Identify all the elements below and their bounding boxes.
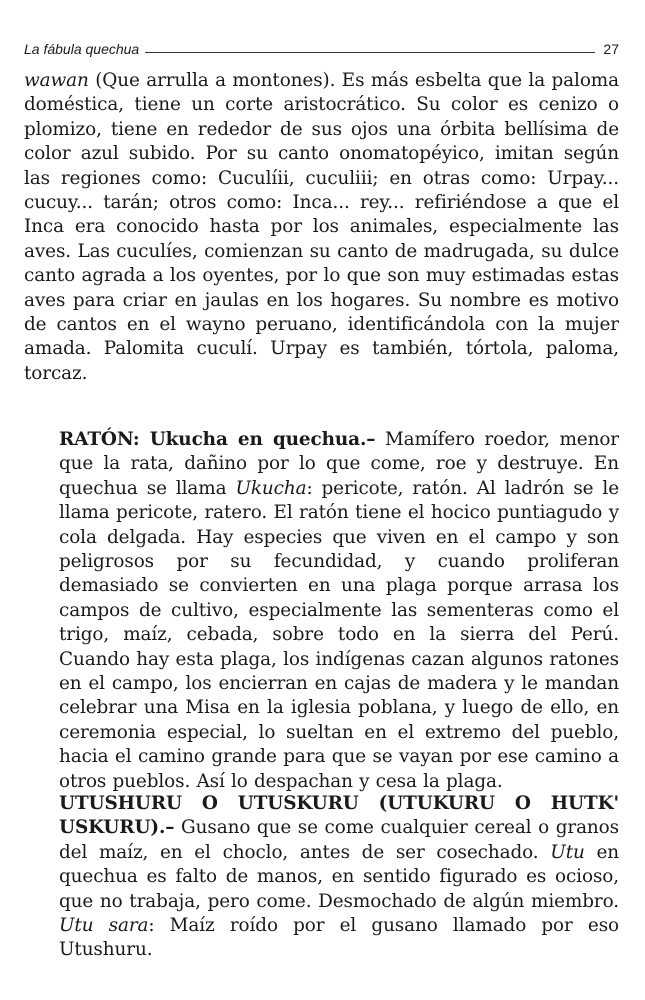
paragraph-text: Gusano que se come cualquier cereal o granos del maíz, en el choclo, antes de ser cosechado. — [59, 817, 619, 863]
paragraph-raton — [24, 428, 619, 794]
running-title: La fábula quechua — [24, 41, 140, 57]
paragraph-text: : Maíz roído por el gusano llamado por eso Utushuru. — [59, 915, 620, 961]
paragraph-text: Mamífero roedor, menor que la rata, dañino por lo que come, roe y destruye. En quechua se llama — [59, 429, 619, 499]
paragraph-text: : pericote, ratón. Al ladrón se le llama pericote, ratero. El ratón tiene el hocico puntiagudo y cola delgada. Hay especies que viven en el campo y son peligrosos por su fecundidad, y cuando proliferan demasiado se convierten en una plaga porque arrasa los campos de cultivo, especialmente las sementeras como el trigo, maíz, cebada, sobre todo en la sierra del Perú. Cuando hay esta plaga, los indígenas cazan algunos ratones en el campo, los encierran en cajas de madera y le mandan celebrar una Misa en la iglesia poblana, y luego de ello, en ceremonia especial, lo sueltan en el extremo del pueblo, hacia el camino grande para que se vayan por ese camino a otros pueblos. Así lo despachan y cesa la plaga. — [59, 477, 619, 792]
entry-heading-utushuru: UTUSHURU O UTUSKURU (UTUKURU O HUTK' USKURU).– — [59, 793, 619, 839]
paragraph-text: en quechua es falto de manos, en sentido figurado es ocioso, que no trabaja, pero come. Desmochado de algún miembro. — [59, 841, 619, 912]
running-header — [24, 37, 619, 57]
italic-term: Utu — [550, 841, 585, 863]
paragraph-text: (Que arrulla a montones). Es más esbelta que la paloma doméstica, tiene un corte aristocrático. Su color es cenizo o plomizo, tiene en rededor de sus ojos una órbita bellísima de color azul subido. Por su canto onomatopéyico, imitan según las regiones como: Cuculíii, cuculiii; en otras como: Urpay... cucuy... tarán; otros como: Inca... rey... refiriéndose a que el Inca era conocido hasta por los animales, especialmente las aves. Las cuculíes, comienzan su canto de madrugada, su dulce canto agrada a los oyentes, por lo que son muy estimadas estas aves para criar en jaulas en los hogares. Su nombre es motivo de cantos en el wayno peruano, identificándola con la mujer amada. Palomita cuculí. Urpay es también, tórtola, paloma, torcaz. — [24, 70, 620, 384]
lead-italic-word: wawan — [24, 70, 89, 91]
italic-term: Ukucha — [235, 477, 307, 499]
entry-heading-raton: RATÓN: Ukucha en quechua.– — [59, 429, 376, 450]
paragraph-cuculi — [24, 69, 619, 386]
page-number: 27 — [603, 41, 619, 57]
header-rule — [145, 52, 595, 53]
italic-term: Utu sara — [59, 915, 149, 937]
paragraph-utushuru — [24, 792, 619, 963]
